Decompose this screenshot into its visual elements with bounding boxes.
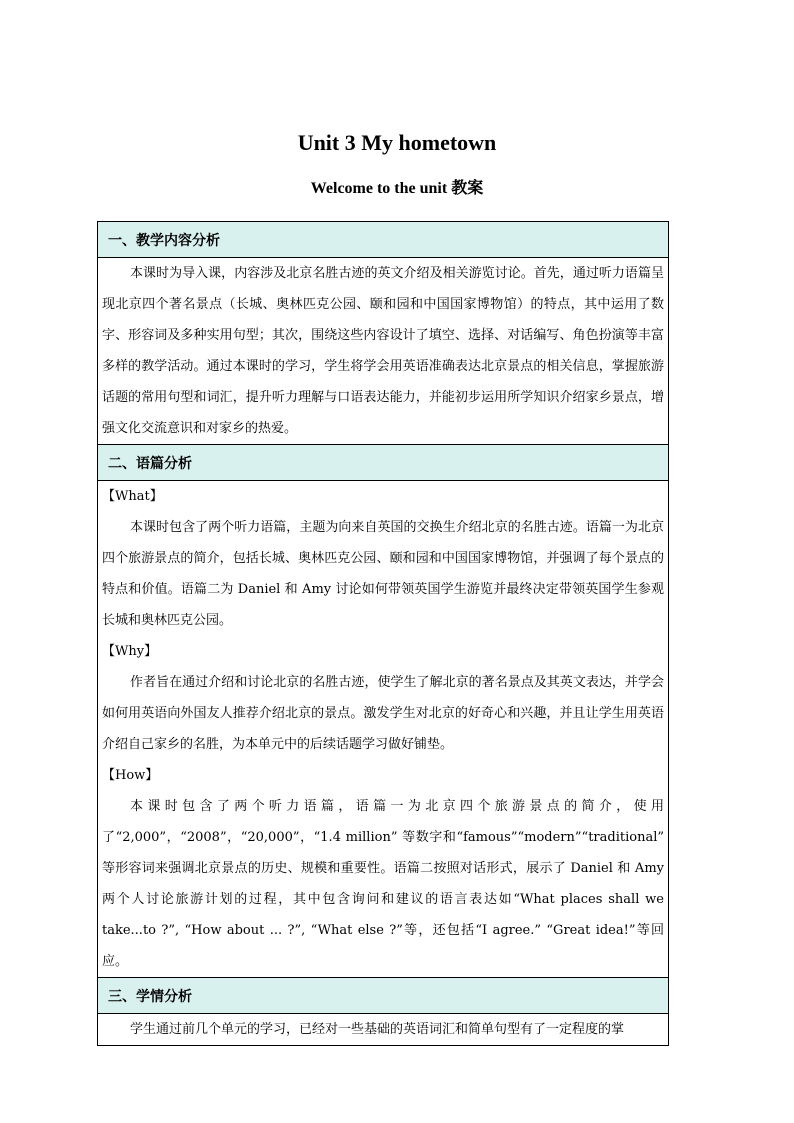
student-analysis-paragraph: 学生通过前几个单元的学习，已经对一些基础的英语词汇和简单句型有了一定程度的掌 [130, 1022, 625, 1037]
section-body-student-analysis [98, 1014, 668, 1045]
section-body-content-analysis [98, 258, 668, 445]
section-heading-content-analysis: 一、教学内容分析 [98, 222, 668, 258]
how-paragraph: 本课时包含了两个听力语篇，语篇一为北京四个旅游景点的简介，使用了“2,000”，“2008”，“20,000”，“1.4 million” 等数字和“famous”“modern”“traditional” 等形容词来强调北京景点的历史、规模和重要性。语篇二按照对话形式，展示了 Daniel 和 Amy 两个人讨论旅游计划的过程，其中包含询问和建议的语言表达如“What places shall we take...to ?”, “How about ... ?”, “What else ?”等，还包括“I agree.” “Great idea!”等回应。 [102, 799, 664, 969]
why-label: 【Why】 [102, 644, 158, 659]
document-subtitle: Welcome to the unit 教案 [310, 180, 484, 197]
what-paragraph: 本课时包含了两个听力语篇，主题为向来自英国的交换生介绍北京的名胜古迹。语篇一为北京四个旅游景点的简介，包括长城、奥林匹克公园、颐和园和中国国家博物馆，并强调了每个景点的特点和价值。语篇二为 Daniel 和 Amy 讨论如何带领英国学生游览并最终决定带领英国学生参观长城和奥林匹克公园。 [102, 520, 664, 628]
section-body-text-analysis [98, 481, 668, 978]
content-analysis-paragraph: 本课时为导入课，内容涉及北京名胜古迹的英文介绍及相关游览讨论。首先，通过听力语篇呈现北京四个著名景点（长城、奥林匹克公园、颐和园和中国国家博物馆）的特点，其中运用了数字、形容词及多种实用句型；其次，围绕这些内容设计了填空、选择、对话编写、角色扮演等丰富多样的教学活动。通过本课时的学习，学生将学会用英语准确表达北京景点的相关信息，掌握旅游话题的常用句型和词汇，提升听力理解与口语表达能力，并能初步运用所学知识介绍家乡景点，增强文化交流意识和对家乡的热爱。 [102, 266, 664, 436]
section-heading-text-analysis: 二、语篇分析 [98, 445, 668, 481]
why-paragraph: 作者旨在通过介绍和讨论北京的名胜古迹，使学生了解北京的著名景点及其英文表达，并学会如何用英语向外国友人推荐介绍北京的景点。激发学生对北京的好奇心和兴趣，并且让学生用英语介绍自己家乡的名胜，为本单元中的后续话题学习做好铺垫。 [102, 675, 664, 752]
what-label: 【What】 [102, 489, 163, 504]
lesson-plan-table [97, 221, 669, 1046]
document-title: Unit 3 My hometown [297, 130, 497, 155]
section-heading-student-analysis: 三、学情分析 [98, 978, 668, 1014]
how-label: 【How】 [102, 768, 159, 783]
